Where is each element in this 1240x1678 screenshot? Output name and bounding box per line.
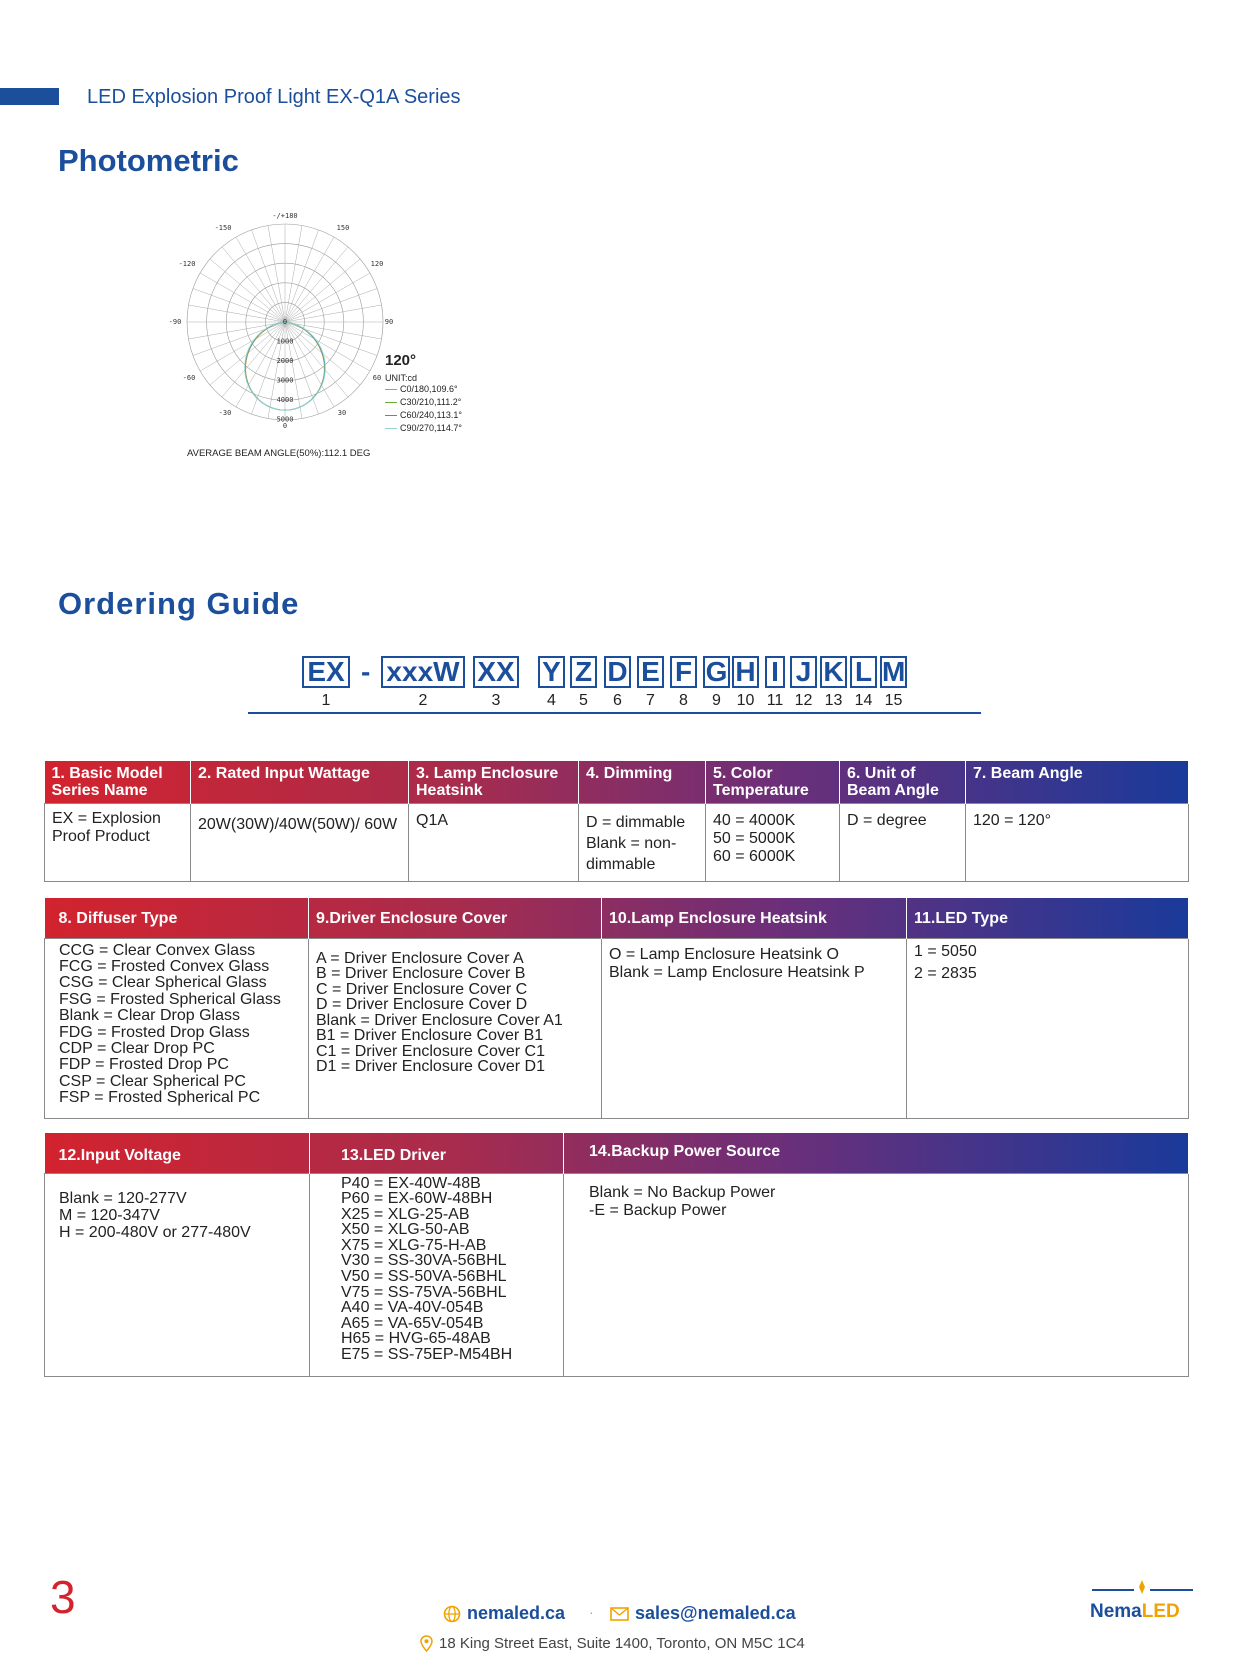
order-code-box: J <box>790 656 817 688</box>
legend-entry <box>385 383 462 396</box>
legend-entry <box>385 409 462 422</box>
legend-entry <box>385 396 462 409</box>
order-code-number: 7 <box>646 692 655 709</box>
table3-cell: P40 = EX-40W-48B P60 = EX-60W-48BH X25 = XLG-25-AB X50 = XLG-50-AB X75 = XLG-75-H-AB V30 = SS-30VA-56BHL V50 = SS-50VA-56BHL V75 = SS-75VA-56BHL A40 = VA-40V-054B A65 = VA-65V-054B H65 = HVG-65-48AB E75 = SS-75EP-M54BH <box>310 1173 564 1376</box>
order-code-box: H <box>732 656 759 688</box>
polar-angle-label: -30 <box>218 409 232 417</box>
unit-label: UNIT:cd <box>385 373 418 383</box>
footer-separator: · <box>589 1604 594 1620</box>
order-code-box: xxxW <box>381 656 465 688</box>
mail-icon <box>610 1607 629 1621</box>
order-code-number: 2 <box>418 692 428 709</box>
order-code-box: K <box>820 656 847 688</box>
order-code-number: 8 <box>679 692 688 709</box>
legend-label: C90/270,114.7° <box>400 423 462 433</box>
table1-header: 2. Rated Input Wattage <box>191 761 409 804</box>
order-code-number: 10 <box>736 692 755 709</box>
polar-radial-label: 4000 <box>276 396 294 404</box>
table2-cell: A = Driver Enclosure Cover A B = Driver Enclosure Cover B C = Driver Enclosure Cover C D = Driver Enclosure Cover D Blank = Driver Enclosure Cover A1 B1 = Driver Enclosure Cover B1 C1 = Driver Enclosure Cover C1 D1 = Driver Enclosure Cover D1 <box>309 938 602 1118</box>
table1-cell: Q1A <box>409 804 579 882</box>
order-code-number: 15 <box>884 692 903 709</box>
order-code-box: Z <box>570 656 597 688</box>
table1-cell: D = degree <box>840 804 966 882</box>
logo-mark-icon <box>1090 1578 1195 1596</box>
order-code-number: 13 <box>824 692 843 709</box>
website-text: nemaled.ca <box>467 1603 566 1623</box>
table2-header: 11.LED Type <box>907 898 1189 938</box>
table1-header: 5. Color Temperature <box>706 761 840 804</box>
polar-angle-label: 150 <box>336 224 350 232</box>
table3-header: 12.Input Voltage <box>45 1133 310 1173</box>
legend-label: C0/180,109.6° <box>400 384 458 394</box>
table2-cell: O = Lamp Enclosure Heatsink O Blank = Lamp Enclosure Heatsink P <box>602 938 907 1118</box>
logo-text: NemaLED <box>1090 1601 1180 1622</box>
order-code-box: XX <box>473 656 519 688</box>
order-code-box: I <box>765 656 785 688</box>
polar-angle-label: 60 <box>372 374 382 382</box>
page-number: 3 <box>50 1571 76 1623</box>
polar-angle-label: 30 <box>337 409 347 417</box>
spec-table-1 <box>44 761 1189 882</box>
table1-cell: D = dimmable Blank = non-dimmable <box>579 804 706 882</box>
table3-cell: Blank = No Backup Power -E = Backup Power <box>564 1173 1189 1376</box>
table2-header: 9.Driver Enclosure Cover <box>309 898 602 938</box>
order-code-box: D <box>604 656 631 688</box>
polar-angle-label: 120 <box>370 260 384 268</box>
order-code-box: EX <box>302 656 350 688</box>
address <box>420 1635 805 1652</box>
legend-swatch <box>385 389 397 390</box>
table2-cell: CCG = Clear Convex Glass FCG = Frosted Convex Glass CSG = Clear Spherical Glass FSG = Frosted Spherical Glass Blank = Clear Drop Glass FDG = Frosted Drop Glass CDP = Clear Drop PC FDP = Frosted Drop PC CSP = Clear Spherical PC FSP = Frosted Spherical PC <box>45 938 309 1118</box>
legend-entry <box>385 422 462 435</box>
table1-header: 1. Basic Model Series Name <box>45 761 191 804</box>
table3-header: 14.Backup Power Source <box>564 1133 1189 1173</box>
legend-swatch <box>385 415 397 416</box>
polar-angle-label: -/+180 <box>272 212 298 220</box>
polar-radial-label: 0 <box>282 318 288 326</box>
polar-legend <box>385 352 462 435</box>
table1-cell: EX = Explosion Proof Product <box>45 804 191 882</box>
legend-swatch <box>385 428 397 429</box>
beam-angle-label: 120° <box>385 352 417 369</box>
table3-header: 13.LED Driver <box>310 1133 564 1173</box>
polar-radial-label: 2000 <box>276 357 294 365</box>
polar-labels <box>169 212 394 430</box>
ordering-guide-title: Ordering Guide <box>58 586 300 621</box>
table1-header: 3. Lamp Enclosure Heatsink <box>409 761 579 804</box>
order-code-number: 9 <box>712 692 721 709</box>
table2-header: 10.Lamp Enclosure Heatsink <box>602 898 907 938</box>
polar-radial-label: 3000 <box>276 376 294 385</box>
table2-cell: 1 = 5050 2 = 2835 <box>907 938 1189 1118</box>
photometric-title: Photometric <box>58 143 239 178</box>
legend-label: C60/240,113.1° <box>400 410 462 420</box>
spec-table-2 <box>44 898 1189 1119</box>
order-code-number: 11 <box>766 692 784 709</box>
polar-angle-label: -150 <box>214 224 232 232</box>
address-text: 18 King Street East, Suite 1400, Toronto, ON M5C 1C4 <box>439 1635 805 1652</box>
email-link[interactable] <box>610 1603 796 1624</box>
header-accent-bar <box>0 88 59 105</box>
spec-table-3 <box>44 1133 1189 1377</box>
legend-swatch <box>385 402 397 403</box>
globe-icon <box>443 1605 461 1623</box>
polar-diagram <box>150 210 394 450</box>
order-code-box: M <box>882 656 906 687</box>
polar-angle-label: -90 <box>168 318 182 326</box>
table1-header: 4. Dimming <box>579 761 706 804</box>
order-code-number: 14 <box>854 692 873 709</box>
table1-header: 6. Unit of Beam Angle <box>840 761 966 804</box>
order-code-dash: - <box>361 656 371 687</box>
order-code-number: 5 <box>579 692 588 709</box>
brand-logo <box>1090 1578 1195 1626</box>
order-code-number: 1 <box>321 692 331 709</box>
polar-radial-label: 5000 <box>276 415 294 424</box>
polar-angle-label: -120 <box>178 260 196 268</box>
order-code-underline <box>248 712 981 714</box>
order-code-box: L <box>850 656 877 688</box>
table2-header: 8. Diffuser Type <box>45 898 309 938</box>
order-code-number: 12 <box>794 692 813 709</box>
order-code-box: F <box>670 656 697 688</box>
polar-radial-label: 1000 <box>276 337 294 346</box>
order-code-box: Y <box>538 656 565 688</box>
table1-cell: 40 = 4000K 50 = 5000K 60 = 6000K <box>706 804 840 882</box>
polar-angle-label: 90 <box>384 318 394 326</box>
polar-angle-label: 0 <box>282 422 288 430</box>
order-code-number: 6 <box>613 692 622 709</box>
table1-cell: 20W(30W)/40W(50W)/ 60W <box>191 804 409 882</box>
email-text: sales@nemaled.ca <box>635 1603 796 1623</box>
order-code-box: E <box>637 656 664 688</box>
table1-cell: 120 = 120° <box>966 804 1189 882</box>
polar-angle-label: -60 <box>182 374 196 382</box>
legend-label: C30/210,111.2° <box>400 397 462 407</box>
website-link[interactable] <box>443 1603 565 1624</box>
order-code-number: 3 <box>491 692 501 709</box>
average-beam-angle: AVERAGE BEAM ANGLE(50%):112.1 DEG <box>187 448 371 459</box>
header-title: LED Explosion Proof Light EX-Q1A Series <box>87 86 461 108</box>
location-pin-icon <box>420 1635 433 1652</box>
order-code-box: G <box>703 656 730 688</box>
table3-cell: Blank = 120-277V M = 120-347V H = 200-480V or 277-480V <box>45 1173 310 1376</box>
order-code-number: 4 <box>547 692 556 709</box>
table1-header: 7. Beam Angle <box>966 761 1189 804</box>
